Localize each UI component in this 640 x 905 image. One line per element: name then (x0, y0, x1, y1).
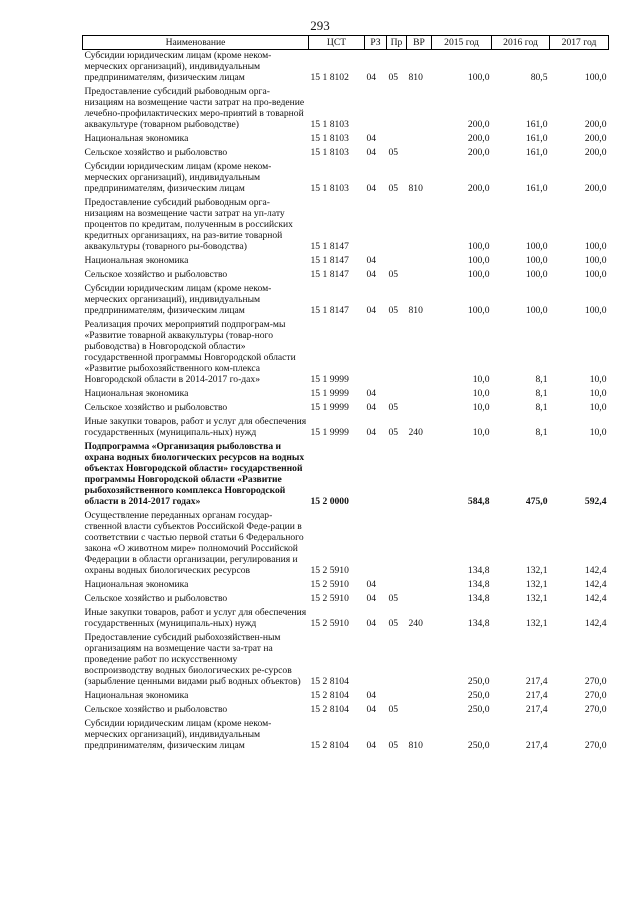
cell-rz: 04 (366, 427, 377, 438)
cell-cst: 15 2 5910 (310, 618, 349, 629)
cell-2015: 250,0 (467, 704, 490, 715)
cell-2016: 132,1 (525, 579, 548, 590)
cell-rz: 04 (366, 388, 377, 399)
cell-2017: 200,0 (584, 147, 607, 158)
cell-2015: 134,8 (467, 618, 490, 629)
cell-name: Сельское хозяйство и рыболовство (84, 704, 228, 715)
cell-2015: 10,0 (472, 427, 490, 438)
cell-pr (387, 86, 407, 133)
cell-2017: 142,4 (584, 565, 607, 576)
table-row (83, 283, 609, 319)
cell-pr (387, 441, 407, 510)
cell-name: Реализация прочих мероприятий подпрограм-мы «Развитие товарной аквакультуры (товар-ного рыбоводства) в Новгородской области» государственной программы Новгородской области «Развитие рыбохозяйственного ком-плекса Новгородской области в 2014-2017 го-дах» (84, 319, 296, 385)
cell-2016: 217,4 (525, 690, 548, 701)
cell-pr (387, 133, 407, 147)
cell-rz: 04 (366, 147, 377, 158)
cell-rz: 04 (366, 704, 377, 715)
cell-cst: 15 1 8103 (310, 119, 349, 130)
table-row (83, 402, 609, 416)
cell-2016: 80,5 (530, 72, 548, 83)
cell-rz: 04 (366, 618, 377, 629)
cell-2015: 200,0 (467, 147, 490, 158)
table-row (83, 632, 609, 690)
table-row (83, 607, 609, 632)
cell-pr: 05 (388, 740, 399, 751)
cell-2015: 250,0 (467, 690, 490, 701)
cell-vr (407, 704, 432, 718)
cell-2016: 8,1 (535, 427, 548, 438)
cell-2016: 475,0 (525, 496, 548, 507)
cell-2017: 200,0 (584, 183, 607, 194)
cell-cst: 15 1 8147 (310, 255, 349, 266)
cell-pr (387, 197, 407, 255)
cell-rz: 04 (366, 402, 377, 413)
table-row (83, 388, 609, 402)
cell-cst: 15 1 8102 (310, 72, 349, 83)
cell-name: Подпрограмма «Организация рыболовства и охрана водных биологических ресурсов на водных объектах Новгородской области» государственной программы Новгородской области «Развитие рыбохозяйственного комплекса Новгородской области в 2014-2017 годах» (84, 441, 305, 507)
cell-2016: 100,0 (525, 241, 548, 252)
cell-2017: 100,0 (584, 72, 607, 83)
cell-2016: 132,1 (525, 593, 548, 604)
header-rz: РЗ (365, 36, 387, 50)
cell-2015: 584,8 (467, 496, 490, 507)
cell-2016: 8,1 (535, 374, 548, 385)
table-row (83, 593, 609, 607)
cell-cst: 15 2 8104 (310, 690, 349, 701)
cell-name: Субсидии юридическим лицам (кроме неком-мерческих организаций), индивидуальным предпринимателям, физическим лицам (84, 283, 272, 316)
cell-vr: 810 (408, 740, 423, 751)
cell-name: Сельское хозяйство и рыболовство (84, 269, 228, 280)
cell-rz (365, 319, 387, 388)
cell-cst: 15 2 5910 (310, 593, 349, 604)
cell-2016: 8,1 (535, 388, 548, 399)
cell-cst: 15 2 5910 (310, 565, 349, 576)
cell-pr: 05 (388, 402, 399, 413)
cell-name: Предоставление субсидий рыбоводным орга-низациям на возмещение части затрат на уп-лату процентов по кредитам, полученным в российских кредитных организациях, на раз-витие товарной аквакультуры (товарного ры-боводства) (84, 197, 293, 252)
cell-2016: 132,1 (525, 618, 548, 629)
cell-rz (365, 86, 387, 133)
cell-2016: 161,0 (525, 147, 548, 158)
cell-2017: 100,0 (584, 255, 607, 266)
cell-2016: 161,0 (525, 119, 548, 130)
cell-pr: 05 (388, 427, 399, 438)
cell-cst: 15 1 9999 (310, 388, 349, 399)
cell-cst: 15 1 8103 (310, 133, 349, 144)
cell-2017: 270,0 (584, 704, 607, 715)
header-2017: 2017 год (550, 36, 609, 50)
cell-2017: 100,0 (584, 305, 607, 316)
cell-cst: 15 2 8104 (310, 704, 349, 715)
cell-vr (407, 579, 432, 593)
cell-vr (407, 147, 432, 161)
cell-pr: 05 (388, 704, 399, 715)
cell-2016: 161,0 (525, 133, 548, 144)
cell-2016: 100,0 (525, 305, 548, 316)
cell-2017: 142,4 (584, 593, 607, 604)
cell-cst: 15 2 8104 (310, 740, 349, 751)
cell-name: Субсидии юридическим лицам (кроме неком-мерческих организаций), индивидуальным предпринимателям, физическим лицам (84, 718, 272, 751)
page-number: 293 (310, 18, 330, 33)
cell-2017: 10,0 (589, 388, 607, 399)
cell-name: Иные закупки товаров, работ и услуг для обеспечения государственных (муниципаль-ных) нужд (84, 416, 307, 438)
cell-2016: 8,1 (535, 402, 548, 413)
cell-2015: 100,0 (467, 305, 490, 316)
cell-2015: 134,8 (467, 579, 490, 590)
table-row (83, 161, 609, 197)
cell-2016: 100,0 (525, 255, 548, 266)
cell-2015: 250,0 (467, 740, 490, 751)
table-row (83, 86, 609, 133)
table-row (83, 255, 609, 269)
table-row (83, 319, 609, 388)
cell-pr (387, 255, 407, 269)
cell-2017: 100,0 (584, 241, 607, 252)
cell-2016: 100,0 (525, 269, 548, 280)
cell-name: Сельское хозяйство и рыболовство (84, 593, 228, 604)
cell-rz: 04 (366, 579, 377, 590)
cell-pr: 05 (388, 183, 399, 194)
cell-name: Субсидии юридическим лицам (кроме неком-мерческих организаций), индивидуальным предпринимателям, физическим лицам (84, 50, 272, 83)
cell-cst: 15 1 8103 (310, 147, 349, 158)
cell-vr (407, 269, 432, 283)
table-row (83, 50, 609, 87)
cell-cst: 15 1 8147 (310, 269, 349, 280)
header-name: Наименование (83, 36, 309, 50)
cell-2016: 217,4 (525, 676, 548, 687)
cell-vr (407, 133, 432, 147)
table-row (83, 690, 609, 704)
cell-2015: 200,0 (467, 119, 490, 130)
cell-2017: 200,0 (584, 133, 607, 144)
cell-2015: 100,0 (467, 269, 490, 280)
cell-vr (407, 197, 432, 255)
cell-pr: 05 (388, 72, 399, 83)
cell-vr: 810 (408, 72, 423, 83)
cell-2015: 100,0 (467, 255, 490, 266)
cell-name: Национальная экономика (84, 255, 189, 266)
cell-2015: 250,0 (467, 676, 490, 687)
cell-vr (407, 510, 432, 579)
cell-vr (407, 441, 432, 510)
cell-vr (407, 388, 432, 402)
cell-2015: 100,0 (467, 241, 490, 252)
cell-name: Национальная экономика (84, 388, 189, 399)
cell-2016: 217,4 (525, 740, 548, 751)
header-cst: ЦСТ (309, 36, 365, 50)
cell-rz: 04 (366, 305, 377, 316)
cell-2017: 200,0 (584, 119, 607, 130)
cell-rz: 04 (366, 740, 377, 751)
cell-vr: 810 (408, 305, 423, 316)
cell-cst: 15 1 8147 (310, 241, 349, 252)
cell-2017: 10,0 (589, 374, 607, 385)
header-pr: Пр (387, 36, 407, 50)
cell-rz (365, 197, 387, 255)
cell-name: Сельское хозяйство и рыболовство (84, 402, 228, 413)
cell-rz: 04 (366, 183, 377, 194)
cell-2015: 10,0 (472, 402, 490, 413)
cell-vr (407, 632, 432, 690)
cell-2015: 134,8 (467, 593, 490, 604)
cell-cst: 15 2 8104 (310, 676, 349, 687)
cell-rz: 04 (366, 133, 377, 144)
cell-vr (407, 86, 432, 133)
cell-name: Осуществление переданных органам государ-ственной власти субъектов Российской Феде-рации в соответствии с частью первой статьи 6 Федерального закона «О животном мире» полномочий Российской Федерации в области организации, регулирования и охраны водных биологических ресурсов (84, 510, 304, 576)
cell-name: Сельское хозяйство и рыболовство (84, 147, 228, 158)
cell-pr: 05 (388, 147, 399, 158)
cell-pr (387, 319, 407, 388)
table-row (83, 416, 609, 441)
cell-cst: 15 1 9999 (310, 427, 349, 438)
cell-pr (387, 388, 407, 402)
table-row (83, 133, 609, 147)
table-row (83, 704, 609, 718)
cell-cst: 15 1 9999 (310, 374, 349, 385)
table-row (83, 718, 609, 754)
cell-vr (407, 402, 432, 416)
cell-vr: 810 (408, 183, 423, 194)
budget-table (82, 35, 609, 754)
cell-2017: 270,0 (584, 690, 607, 701)
cell-pr: 05 (388, 305, 399, 316)
table-row (83, 147, 609, 161)
cell-name: Национальная экономика (84, 579, 189, 590)
cell-2017: 592,4 (584, 496, 607, 507)
cell-2015: 134,8 (467, 565, 490, 576)
cell-vr: 240 (408, 427, 423, 438)
cell-rz: 04 (366, 690, 377, 701)
cell-rz (365, 632, 387, 690)
cell-rz (365, 510, 387, 579)
cell-vr (407, 690, 432, 704)
cell-2017: 142,4 (584, 579, 607, 590)
table-body (83, 50, 609, 755)
cell-2017: 270,0 (584, 740, 607, 751)
cell-2017: 10,0 (589, 402, 607, 413)
table-row (83, 441, 609, 510)
cell-2015: 10,0 (472, 374, 490, 385)
cell-2016: 217,4 (525, 704, 548, 715)
cell-rz: 04 (366, 593, 377, 604)
header-2015: 2015 год (432, 36, 492, 50)
cell-cst: 15 1 9999 (310, 402, 349, 413)
cell-rz: 04 (366, 269, 377, 280)
cell-2017: 10,0 (589, 427, 607, 438)
cell-pr (387, 510, 407, 579)
table-row (83, 269, 609, 283)
cell-name: Предоставление субсидий рыбоводным орга-низациям на возмещение части затрат на про-ведение лечебно-профилактических меро-приятий в товарной аквакультуре (товарном рыбоводстве) (84, 86, 305, 130)
cell-cst: 15 2 5910 (310, 579, 349, 590)
cell-2015: 200,0 (467, 133, 490, 144)
cell-name: Иные закупки товаров, работ и услуг для обеспечения государственных (муниципаль-ных) нужд (84, 607, 307, 629)
cell-vr: 240 (408, 618, 423, 629)
cell-vr (407, 255, 432, 269)
table-header-row (83, 36, 609, 50)
cell-pr (387, 690, 407, 704)
cell-2017: 100,0 (584, 269, 607, 280)
cell-2015: 100,0 (467, 72, 490, 83)
cell-pr (387, 579, 407, 593)
cell-2016: 132,1 (525, 565, 548, 576)
cell-pr (387, 632, 407, 690)
table-row (83, 197, 609, 255)
cell-pr: 05 (388, 593, 399, 604)
cell-vr (407, 319, 432, 388)
cell-pr: 05 (388, 269, 399, 280)
cell-pr: 05 (388, 618, 399, 629)
cell-rz: 04 (366, 255, 377, 266)
cell-name: Национальная экономика (84, 133, 189, 144)
cell-cst: 15 1 8103 (310, 183, 349, 194)
cell-2017: 142,4 (584, 618, 607, 629)
cell-rz (365, 441, 387, 510)
cell-vr (407, 593, 432, 607)
cell-2016: 161,0 (525, 183, 548, 194)
table-row (83, 510, 609, 579)
cell-name: Субсидии юридическим лицам (кроме неком-мерческих организаций), индивидуальным предпринимателям, физическим лицам (84, 161, 272, 194)
cell-name: Национальная экономика (84, 690, 189, 701)
table-row (83, 579, 609, 593)
cell-2015: 200,0 (467, 183, 490, 194)
cell-2017: 270,0 (584, 676, 607, 687)
cell-name: Предоставление субсидий рыбохозяйствен-ным организациям на возмещение части за-трат на проведение работ по искусственному воспроизводству водных биологических ре-сурсов (зарыбление ценными видами рыб водных объектов) (84, 632, 301, 687)
cell-2015: 10,0 (472, 388, 490, 399)
header-vr: ВР (407, 36, 432, 50)
cell-cst: 15 2 0000 (310, 496, 349, 507)
cell-cst: 15 1 8147 (310, 305, 349, 316)
cell-rz: 04 (366, 72, 377, 83)
header-2016: 2016 год (492, 36, 550, 50)
